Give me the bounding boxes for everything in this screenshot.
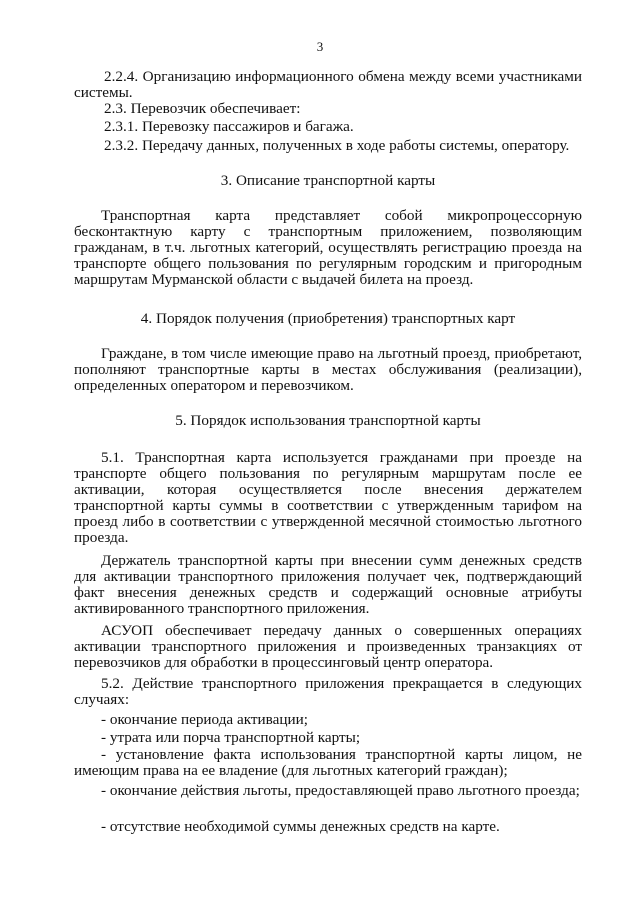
list-item: - окончание периода активации; — [101, 711, 308, 728]
section-5-heading: 5. Порядок использования транспортной карты — [175, 412, 481, 429]
list-item: - утрата или порча транспортной карты; — [101, 729, 361, 746]
section-4-heading: 4. Порядок получения (приобретения) транспортных карт — [140, 310, 516, 327]
clause-5-2: 5.2. Действие транспортного приложения прекращается в следующих случаях: — [74, 675, 582, 708]
asuop-paragraph: АСУОП обеспечивает передачу данных о совершенных операциях активации транспортного приложения и произведенных транзакциях от перевозчиков для обработки в процессинговый центр оператора. — [74, 622, 582, 671]
list-item: - окончание действия льготы, предоставляющей право льготного проезда; — [101, 782, 580, 799]
list-item: - установление факта использования транспортной карты лицом, не имеющим права на ее владение (для льготных категорий граждан); — [74, 746, 582, 779]
clause-2-2-4: 2.2.4. Организацию информационного обмена между всеми участниками системы. — [74, 68, 582, 101]
clause-2-3-2: 2.3.2. Передачу данных, полученных в ходе работы системы, оператору. — [104, 137, 570, 154]
list-item: - отсутствие необходимой суммы денежных средств на карте. — [101, 818, 500, 835]
clause-5-1: 5.1. Транспортная карта используется гражданами при проезде на транспорте общего пользования по регулярным маршрутам после ее активации, которая осуществляется после внесения держателем транспортной карты суммы в соответствии с утвержденным тарифом на проезд либо в соответствии с утвержденной месячной стоимостью льготного проезда. — [74, 449, 582, 546]
section-3-heading: 3. Описание транспортной карты — [220, 172, 436, 189]
section-4-body: Граждане, в том числе имеющие право на льготный проезд, приобретают, пополняют транспортные карты в местах обслуживания (реализации), определенных оператором и перевозчиком. — [74, 345, 582, 394]
clause-2-3: 2.3. Перевозчик обеспечивает: — [104, 100, 301, 117]
section-3-body: Транспортная карта представляет собой микропроцессорную бесконтактную карту с транспортным приложением, позволяющим гражданам, в т.ч. льготных категорий, осуществлять регистрацию проезда на транспорте общего пользования по регулярным городским и пригородным маршрутам Мурманской области с выдачей билета на проезд. — [74, 207, 582, 288]
page-number: 3 — [316, 39, 324, 54]
card-holder-paragraph: Держатель транспортной карты при внесении сумм денежных средств для активации транспортного приложения получает чек, подтверждающий факт внесения денежных средств и содержащий основные атрибуты активированного транспортного приложения. — [74, 552, 582, 617]
clause-2-3-1: 2.3.1. Перевозку пассажиров и багажа. — [104, 118, 354, 135]
